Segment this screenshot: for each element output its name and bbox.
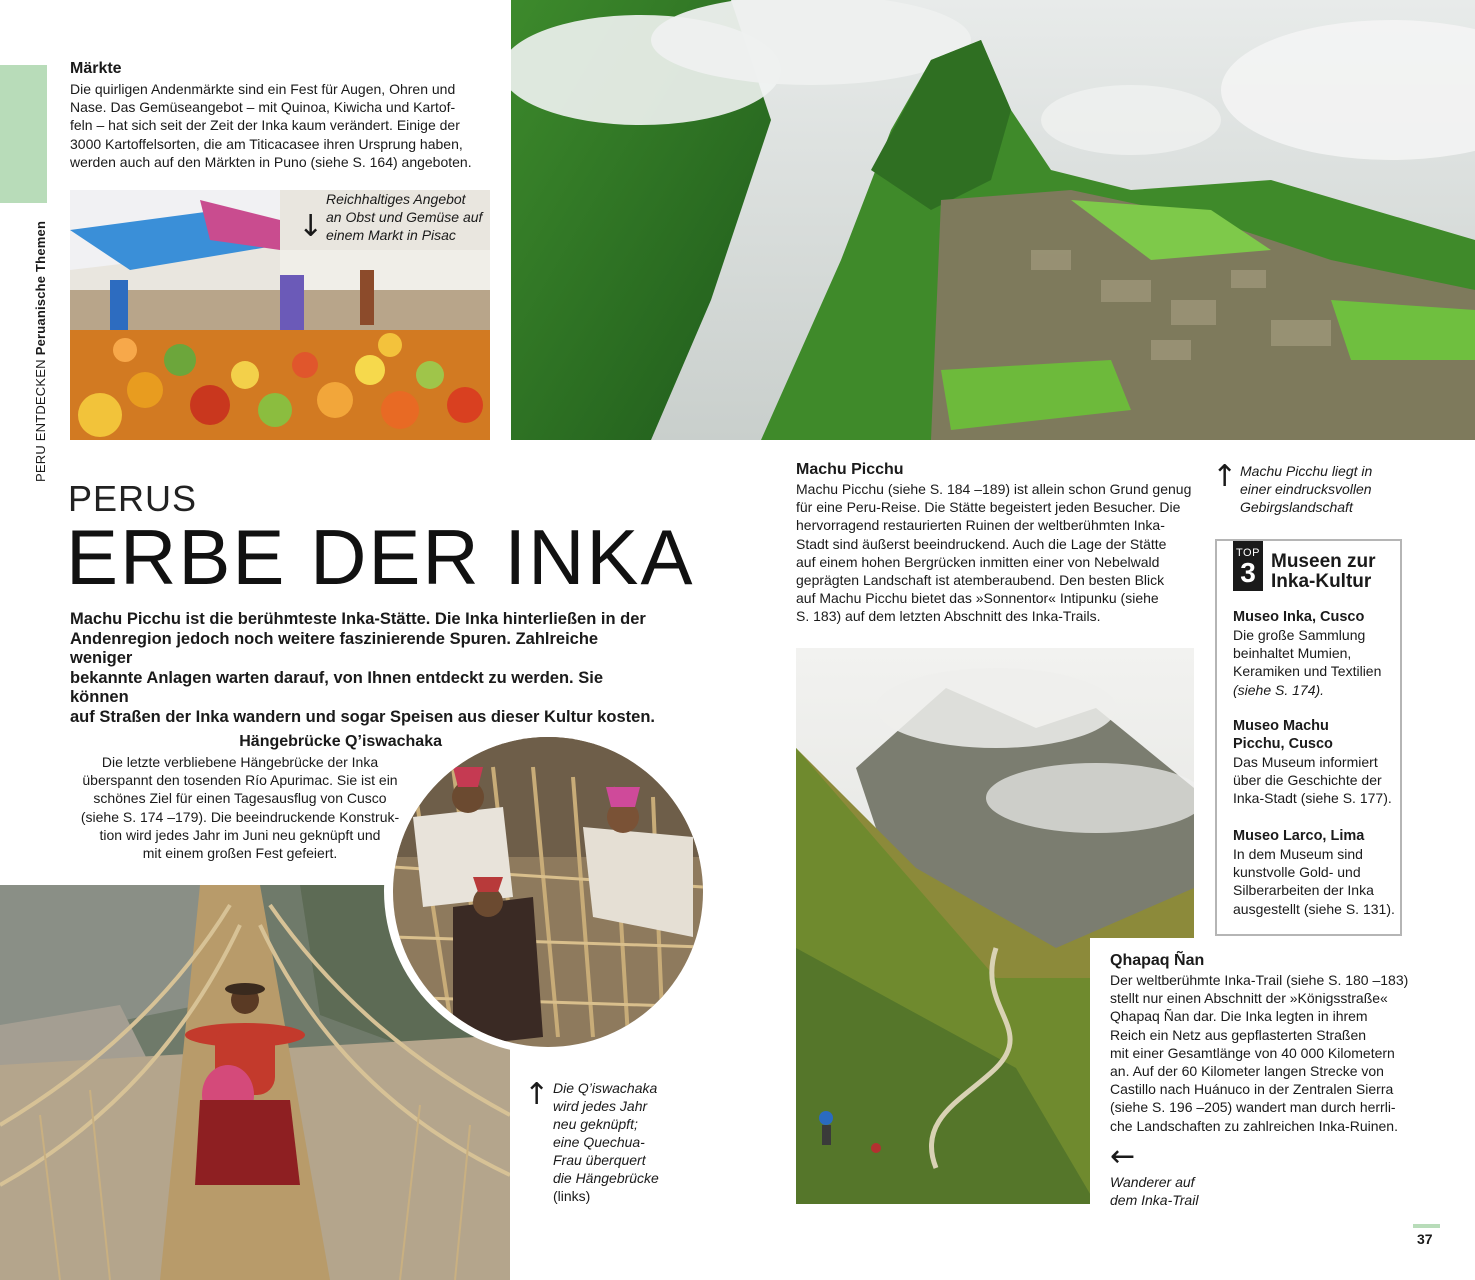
caption-line: Wanderer auf <box>1110 1174 1195 1190</box>
museum-name: Museo Inka, Cusco <box>1233 609 1365 625</box>
text-line: feln – hat sich seit der Zeit der Inka kaum verändert. Einige der <box>70 117 460 134</box>
text-line: auf einem hohen Bergrücken inmitten einer von Nebelwald <box>796 553 1160 570</box>
top3-title <box>1271 552 1376 592</box>
intro-line: Machu Picchu ist die berühmteste Inka-Stätte. Die Inka hinterließen in der <box>70 610 646 628</box>
bridge-title: Hängebrücke Q’iswachaka <box>239 733 442 750</box>
text-line: Castillo nach Huánuco in der Zentralen Sierra <box>1110 1081 1394 1098</box>
text-line: schönes Ziel für einen Tagesausflug von Cusco <box>93 790 387 807</box>
intro-line: bekannte Anlagen warten darauf, von Ihnen entdeckt zu werden. Sie können <box>70 668 603 706</box>
museum-line: beinhaltet Mumien, <box>1233 645 1352 662</box>
caption-line: dem Inka-Trail <box>1110 1192 1199 1208</box>
intro-line: Andenregion jedoch noch weitere faszinierende Spuren. Zahlreiche weniger <box>70 629 599 667</box>
arrow-down-icon: ↓ <box>298 209 324 244</box>
museum-name: Museo Machu <box>1233 718 1329 734</box>
museum-line: In dem Museum sind <box>1233 846 1363 862</box>
qhapaq-text <box>1110 971 1430 1135</box>
bridge-weaving-photo <box>393 737 703 1047</box>
museum-name: Picchu, Cusco <box>1233 736 1333 752</box>
text-line: Die quirligen Andenmärkte sind ein Fest für Augen, Ohren und <box>70 81 456 97</box>
text-line: Die letzte verbliebene Hängebrücke der Inka <box>101 754 379 770</box>
section-color-tab <box>0 65 47 203</box>
intro-text <box>70 610 660 727</box>
running-header <box>33 221 48 482</box>
text-line: Machu Picchu (siehe S. 184 –189) ist allein schon Grund genug <box>796 481 1192 497</box>
arrow-up-icon: ↑ <box>524 1077 550 1112</box>
museum-line: Das Museum informiert <box>1233 754 1378 770</box>
market-caption <box>326 190 482 244</box>
machu-picchu-title: Machu Picchu <box>796 461 904 478</box>
caption-line: (links) <box>553 1188 591 1204</box>
page-title: ERBE DER INKA <box>66 513 695 601</box>
top3-badge <box>1233 541 1263 591</box>
badge-number: 3 <box>1240 557 1256 588</box>
intro-line: auf Straßen der Inka wandern und sogar Speisen aus dieser Kultur kosten. <box>70 707 655 726</box>
museum-line: Silberarbeiten der Inka <box>1233 882 1374 899</box>
text-line: Nase. Das Gemüseangebot – mit Quinoa, Kiwicha und Kartof- <box>70 99 456 116</box>
machu-picchu-text <box>796 480 1196 626</box>
text-line: Stadt sind äußerst beeindruckend. Auch die Lage der Stätte <box>796 535 1167 552</box>
text-line: Der weltberühmte Inka-Trail (siehe S. 180 –183) <box>1110 972 1409 988</box>
text-line: 3000 Kartoffelsorten, die am Titicacasee ihren Ursprung haben, <box>70 135 463 152</box>
caption-line: einer eindrucksvollen <box>1240 481 1372 497</box>
bridge-text <box>60 753 420 862</box>
text-line: werden auch auf den Märkten in Puno (siehe S. 164) angeboten. <box>70 153 472 170</box>
text-line: che Landschaften zu zahlreichen Inka-Ruinen. <box>1110 1117 1398 1134</box>
text-line: überspannt den tosenden Río Apurimac. Sie ist ein <box>82 772 398 789</box>
caption-line: Reichhaltiges Angebot <box>326 191 466 207</box>
trail-caption <box>1110 1173 1198 1209</box>
text-line: geprägten Landschaft ist atemberaubend. Den besten Blick <box>796 572 1165 589</box>
museum-line: Die große Sammlung <box>1233 627 1366 643</box>
caption-line: die Hängebrücke <box>553 1170 659 1186</box>
museum-entry <box>1233 717 1398 808</box>
museum-name: Museo Larco, Lima <box>1233 828 1365 844</box>
text-line: stellt nur einen Abschnitt der »Königsstraße« <box>1110 990 1388 1007</box>
machu-picchu-caption <box>1240 462 1372 516</box>
caption-line: eine Quechua- <box>553 1134 645 1150</box>
museum-line: Keramiken und Textilien <box>1233 663 1382 680</box>
section-label: PERU ENTDECKEN <box>33 359 48 482</box>
text-line: an. Auf der 60 Kilometer langen Strecke von <box>1110 1063 1384 1080</box>
maerkte-section <box>70 60 490 171</box>
text-line: (siehe S. 196 –205) wandert man durch herrli- <box>1110 1099 1396 1116</box>
arrow-left-icon: ← <box>1110 1139 1136 1174</box>
bridge-section <box>70 733 442 751</box>
text-line: mit einem großen Fest gefeiert. <box>142 845 338 862</box>
page-number-rule <box>1413 1224 1440 1228</box>
caption-line: Frau überquert <box>553 1152 646 1168</box>
machu-picchu-photo <box>511 0 1475 440</box>
caption-line: neu geknüpft; <box>553 1116 638 1132</box>
caption-line: Gebirgslandschaft <box>1240 499 1353 515</box>
museum-line: kunstvolle Gold- und <box>1233 864 1361 881</box>
qhapaq-title: Qhapaq Ñan <box>1110 952 1205 969</box>
museum-line: Inka-Stadt (siehe S. 177). <box>1233 790 1392 807</box>
text-line: für eine Peru-Reise. Die Stätte begeistert jeden Besucher. Die <box>796 499 1181 516</box>
title-line: Inka-Kultur <box>1271 571 1372 592</box>
topic-label: Peruanische Themen <box>33 220 48 356</box>
text-line: Qhapaq Ñan dar. Die Inka legten in ihrem <box>1110 1008 1368 1025</box>
maerkte-text <box>70 80 490 171</box>
text-line: hervorragend restaurierten Ruinen der weltberühmten Inka- <box>796 517 1165 534</box>
caption-line: Machu Picchu liegt in <box>1240 463 1373 479</box>
caption-line: wird jedes Jahr <box>553 1098 648 1114</box>
museum-line: ausgestellt (siehe S. 131). <box>1233 900 1395 917</box>
caption-line: an Obst und Gemüse auf <box>326 209 483 225</box>
arrow-up-icon: ↑ <box>1212 459 1238 494</box>
museum-entry <box>1233 608 1398 699</box>
text-line: S. 183) auf dem letzten Abschnitt des Inka-Trails. <box>796 608 1101 625</box>
text-line: Reich ein Netz aus gepflasterten Straßen <box>1110 1026 1367 1043</box>
text-line: (siehe S. 174 –179). Die beeindruckende Konstruk- <box>80 808 400 825</box>
text-line: mit einer Gesamtlänge von 40 000 Kilometern <box>1110 1044 1395 1061</box>
maerkte-title: Märkte <box>70 60 122 77</box>
machu-picchu-section <box>796 461 1196 626</box>
museum-line: (siehe S. 174). <box>1233 681 1325 698</box>
text-line: tion wird jedes Jahr im Juni neu geknüpft und <box>99 826 381 843</box>
qhapaq-section <box>1110 952 1430 1135</box>
title-line: Museen zur <box>1271 551 1376 572</box>
text-line: auf Machu Picchu bietet das »Sonnentor« Intipunku (siehe <box>796 590 1159 607</box>
caption-line: einem Markt in Pisac <box>326 227 456 243</box>
bridge-caption <box>553 1079 659 1205</box>
caption-line: Die Q’iswachaka <box>553 1080 658 1096</box>
badge-label: TOP <box>1236 547 1260 559</box>
page-number: 37 <box>1417 1231 1433 1247</box>
kicker: PERUS <box>68 478 198 519</box>
museum-line: über die Geschichte der <box>1233 772 1382 789</box>
museum-entry <box>1233 827 1398 918</box>
